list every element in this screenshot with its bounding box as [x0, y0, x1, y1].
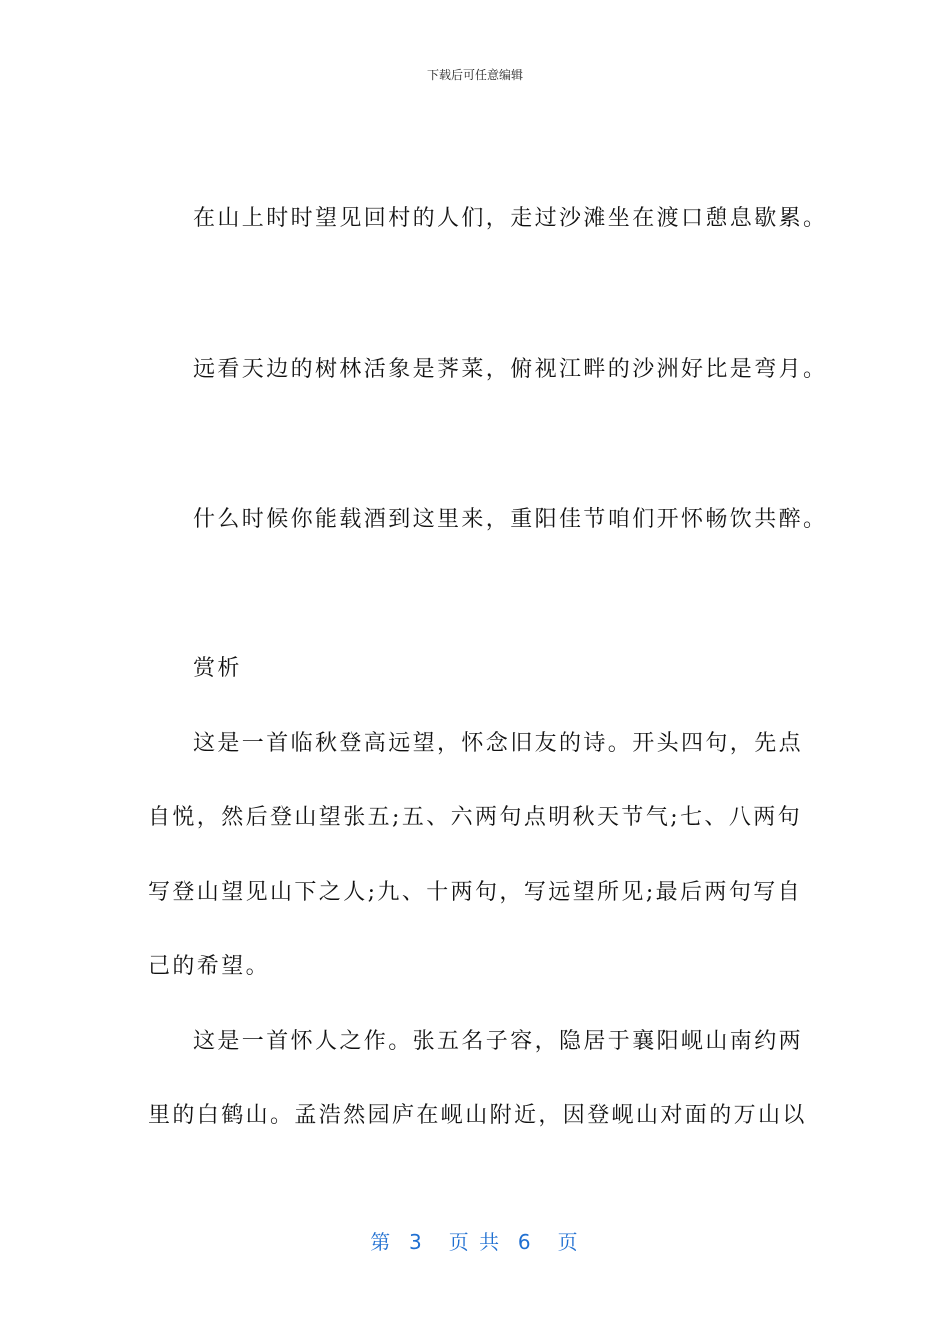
analysis-line-1: 这是一首临秋登高远望，怀念旧友的诗。开头四句，先点 [193, 731, 804, 756]
page-number-footer: 第 3 页 共 6 页 [370, 1230, 580, 1254]
section-title: 赏析 [193, 656, 242, 681]
analysis-line-6: 里的白鹤山。孟浩然园庐在岘山附近，因登岘山对面的万山以 [148, 1103, 807, 1128]
translation-line-1: 在山上时时望见回村的人们，走过沙滩坐在渡口憩息歇累。 [193, 206, 828, 231]
translation-line-2: 远看天边的树林活象是荠菜，俯视江畔的沙洲好比是弯月。 [193, 357, 828, 382]
translation-line-3: 什么时候你能载酒到这里来，重阳佳节咱们开怀畅饮共醉。 [193, 507, 828, 532]
analysis-line-2: 自悦，然后登山望张五;五、六两句点明秋天节气;七、八两句 [148, 805, 803, 830]
analysis-line-4: 己的希望。 [148, 954, 271, 979]
analysis-line-3: 写登山望见山下之人;九、十两句，写远望所见;最后两句写自 [148, 880, 803, 905]
page-header: 下载后可任意编辑 [426, 68, 523, 82]
analysis-line-5: 这是一首怀人之作。张五名子容，隐居于襄阳岘山南约两 [193, 1029, 804, 1054]
